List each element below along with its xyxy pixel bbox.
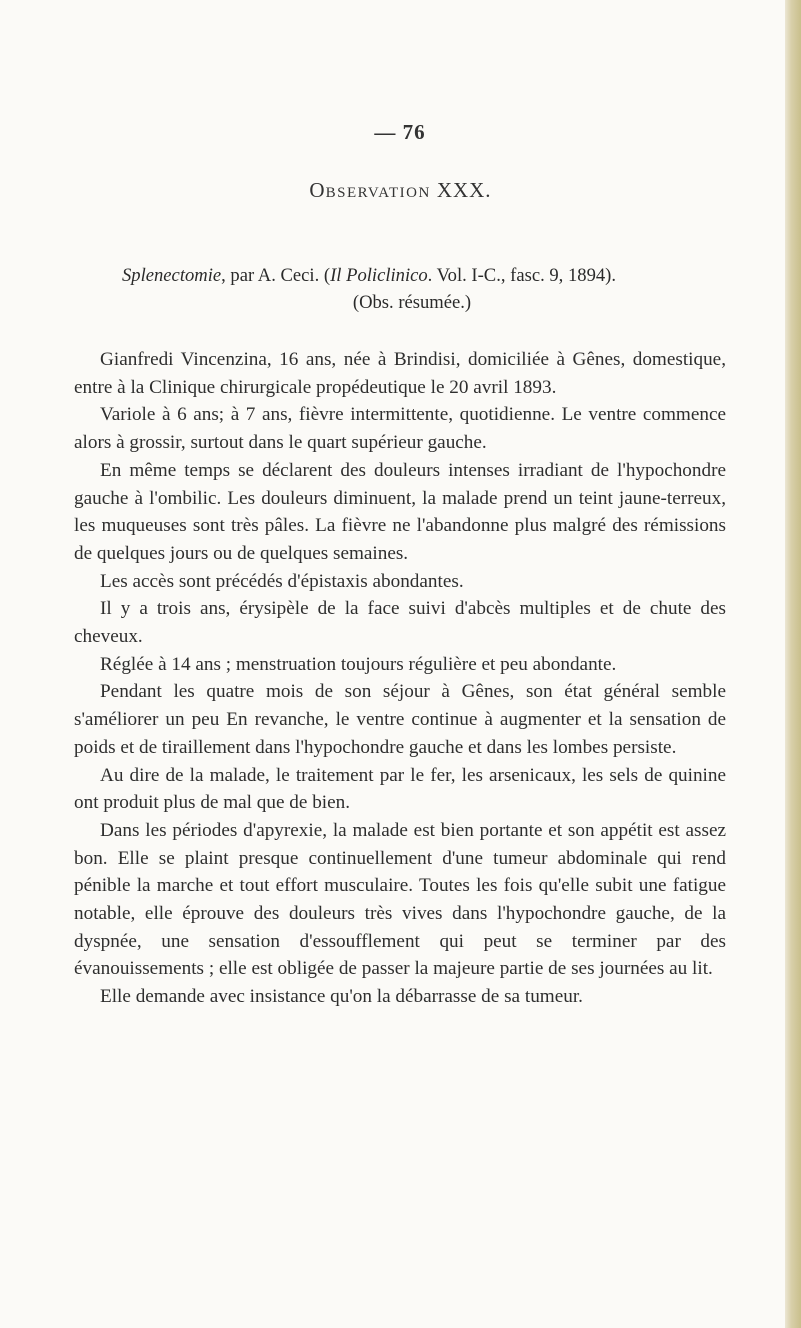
citation-line-2: (Obs. résumée.) — [352, 292, 472, 313]
paragraph: Dans les périodes d'apyrexie, la malade est bien portante et son appétit est assez bon. Elle se plaint presque continuellement d'une tumeur abdominale qui rend pénible la marche et tout effort musculaire. Toutes les fois qu'elle subit une fatigue notable, elle éprouve des douleurs très vives dans l'hypochondre gauche, de la dyspnée, une sensation d'essoufflement qui peut se terminer par des évanouissements ; elle est obligée de passer la majeure partie de ses journées au lit. — [74, 819, 726, 980]
paragraph: Au dire de la malade, le traitement par le fer, les arsenicaux, les sels de quinine ont produit plus de mal que de bien. — [74, 764, 726, 814]
citation-author: , par A. Ceci. ( — [221, 265, 331, 286]
page-number: — 76 — [374, 120, 426, 144]
heading-numeral: XXX. — [436, 178, 492, 202]
heading-rest: BSERVATION — [325, 185, 431, 201]
paragraph: Elle demande avec insistance qu'on la débarrasse de sa tumeur. — [100, 986, 583, 1008]
citation-line-1 — [122, 265, 616, 286]
paragraph: Pendant les quatre mois de son séjour à Gênes, son état général semble s'améliorer un peu En revanche, le ventre continue à augmenter et la sensation de poids et de tiraillement dans l'hypochondre gauche et dans les lombes persiste. — [74, 681, 726, 758]
observation-heading — [0, 178, 801, 203]
paragraph: Il y a trois ans, érysipèle de la face suivi d'abcès multiples et de chute des cheveux. — [74, 598, 726, 648]
observation-body — [74, 346, 726, 1011]
paragraph: Gianfredi Vincenzina, 16 ans, née à Brindisi, domiciliée à Gênes, domestique, entre à la Clinique chirurgicale propédeutique le 20 avril 1893. — [74, 349, 726, 398]
source-citation — [122, 262, 722, 316]
paragraph: Réglée à 14 ans ; menstruation toujours régulière et peu abondante. — [100, 653, 617, 675]
paragraph: Variole à 6 ans; à 7 ans, fièvre intermittente, quotidienne. Le ventre commence alors à grossir, surtout dans le quart supérieur gauche. — [74, 404, 726, 454]
citation-details: . Vol. I-C., fasc. 9, 1894). — [427, 265, 617, 286]
paragraph: En même temps se déclarent des douleurs intenses irradiant de l'hypochondre gauche à l'ombilic. Les douleurs diminuent, la malade prend un teint jaune-terreux, les muqueuses sont très pâles. La fièvre ne l'abandonne plus malgré des rémissions de quelques jours ou de quelques semaines. — [74, 459, 726, 564]
work-title: Splenectomie — [122, 265, 222, 286]
paragraph: Les accès sont précédés d'épistaxis abondantes. — [100, 570, 464, 592]
heading-initial: O — [309, 178, 326, 202]
journal-title: Il Policlinico — [330, 265, 428, 286]
